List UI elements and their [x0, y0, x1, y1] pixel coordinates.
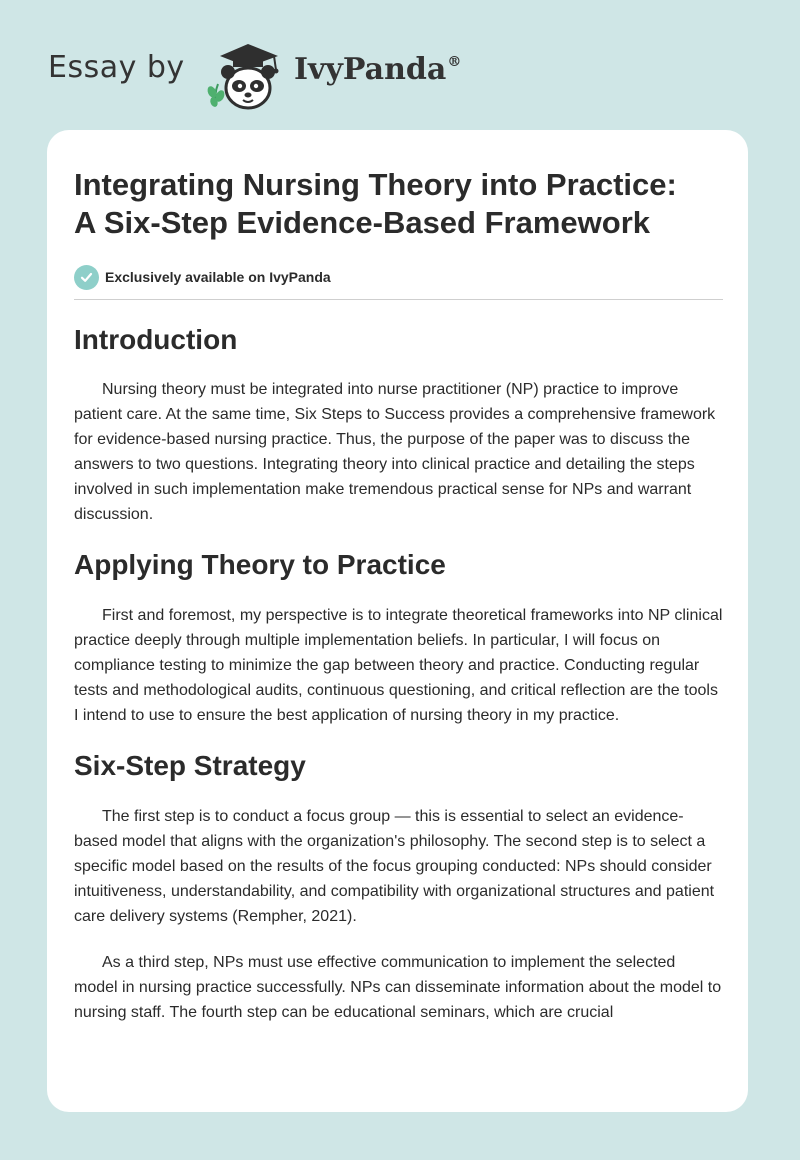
article-title — [74, 166, 723, 242]
section-heading-introduction: Introduction — [74, 324, 238, 355]
exclusive-badge — [74, 264, 723, 290]
article-content — [74, 166, 723, 1025]
section-paragraph: The first step is to conduct a focus group — this is essential to select an evidence-based model that aligns with the organization's philosophy. The second step is to select a specific model based on the results of the focus grouping conducted: NPs should consider intuitiveness, understandability, and compatibility with organizational structures and patient care delivery systems (Rempher, 2021). — [74, 808, 715, 925]
panda-logo-icon — [200, 36, 292, 112]
article-title-line-2: A Six-Step Evidence-Based Framework — [74, 205, 650, 240]
site-header — [0, 0, 800, 130]
check-icon — [74, 265, 99, 290]
section-paragraph: First and foremost, my perspective is to integrate theoretical frameworks into NP clinical practice deeply through multiple implementation beliefs. In particular, I will focus on compliance testing to minimize the gap between theory and practice. Conducting regular tests and methodological audits, continuous questioning, and critical reflection are the tools I intend to use to ensure the best application of nursing theory in my practice. — [74, 607, 723, 724]
article-card — [47, 130, 748, 1112]
section-paragraph: Nursing theory must be integrated into nurse practitioner (NP) practice to improve patient care. At the same time, Six Steps to Success provides a comprehensive framework for evidence-based nursing practice. Thus, the purpose of the paper was to discuss the answers to two questions. Integrating theory into clinical practice and detailing the steps involved in such implementation make tremendous practical sense for NPs and warrant discussion. — [74, 381, 716, 523]
brand-name-text: IvyPanda — [294, 52, 447, 87]
section-heading-six-step-strategy: Six-Step Strategy — [74, 750, 306, 781]
registered-mark: ® — [447, 54, 462, 70]
section-paragraph: As a third step, NPs must use effective communication to implement the selected model in nursing practice successfully. NPs can disseminate information about the model to nursing staff. The fourth step can be educational seminars, which are crucial — [74, 954, 722, 1021]
exclusive-badge-label: Exclusively available on IvyPanda — [105, 269, 331, 285]
section-heading-applying-theory: Applying Theory to Practice — [74, 549, 446, 580]
title-divider — [74, 299, 723, 300]
essay-by-label: Essay by — [48, 50, 185, 85]
article-title-line-1: Integrating Nursing Theory into Practice: — [74, 167, 677, 202]
brand-name[interactable] — [294, 52, 461, 87]
